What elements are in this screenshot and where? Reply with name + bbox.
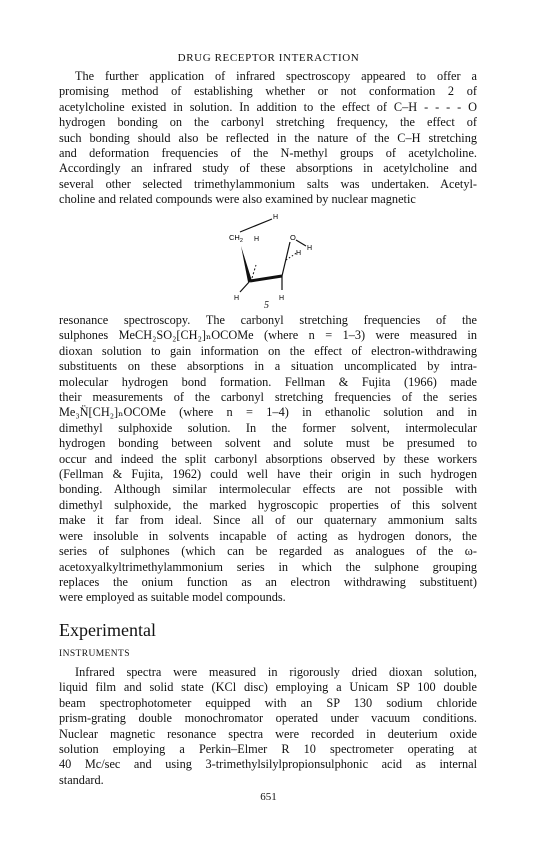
text-line: sulphones MeCH₂SO₂[CH₂]ₙOCOMe (where n = 1–3) were measured in bbox=[59, 328, 477, 343]
text-line: Infrared spectra were measured in rigorously dried dioxan solution, bbox=[75, 665, 477, 679]
text-line: solution employing a Perkin–Elmer R 10 spectrometer operating at bbox=[59, 742, 477, 757]
text-line: (Fellman & Fujita, 1962) could well have their origin in such hydrogen bbox=[59, 467, 477, 482]
text-line: Accordingly an infrared study of these absorptions in acetylcholine and bbox=[59, 161, 477, 176]
bond-o-h bbox=[296, 240, 306, 246]
text-line: promising method of establishing whether or not conformation 2 of bbox=[59, 84, 477, 99]
text-line: series of sulphones (which can be regarded as analogues of the ω- bbox=[59, 544, 477, 559]
text-line: Me₃N̈[CH₂]ₙOCOMe (where n = 1–4) in ethanolic solution and in bbox=[59, 405, 477, 420]
text-line: choline and related compounds were also examined by nuclear magnetic bbox=[59, 192, 416, 207]
paragraph-spectroscopy bbox=[59, 313, 477, 606]
text-line: standard. bbox=[59, 772, 104, 787]
text-line: acetoxyalkyltrimethylammonium series in which the sulphone grouping bbox=[59, 559, 477, 574]
bond-dash-h bbox=[252, 265, 256, 278]
label-h-o: H bbox=[307, 245, 313, 252]
text-line: were insoluble in solvents incapable of acting as hydrogen donors, the bbox=[59, 528, 477, 543]
bond-c-c bbox=[250, 276, 282, 281]
text-line: resonance spectroscopy. The carbonyl stretching frequencies of the bbox=[59, 313, 477, 327]
text-line: such bonding should also be reflected in the nature of the C–H stretching bbox=[59, 130, 477, 145]
text-line: bonding. Although similar intermolecular effects are not possible with bbox=[59, 482, 477, 497]
text-line: make it far from ideal. Since all of our quaternary ammonium salts bbox=[59, 513, 477, 528]
text-line: hydrogen bonding between solvent and solute must be presumed to bbox=[59, 436, 477, 451]
running-head: DRUG RECEPTOR INTERACTION bbox=[177, 52, 360, 64]
text-line: acetylcholine existed in solution. In addition to the effect of C–H - - - - O bbox=[59, 99, 477, 114]
text-line: liquid film and solid state (KCl disc) employing a Unicam SP 100 double bbox=[59, 680, 477, 695]
figure-number: 5 bbox=[264, 300, 269, 311]
paragraph-intro bbox=[59, 69, 477, 208]
text-line: replaces the onium function as an electron withdrawing substituent) bbox=[59, 574, 477, 589]
label-h-dash: H bbox=[296, 250, 302, 257]
label-h-bottom-right: H bbox=[279, 295, 285, 300]
text-line: beam spectrophotometer equipped with an SP 130 sodium chloride bbox=[59, 695, 477, 710]
conformation-structure-figure bbox=[210, 210, 330, 300]
label-h-top: H bbox=[273, 214, 279, 221]
paragraph-instruments bbox=[59, 665, 477, 788]
text-line: their measurements of the carbonyl stretching frequencies of the series bbox=[59, 390, 477, 405]
text-line: dimethyl sulphoxide, the marked hygroscopic properties of this solvent bbox=[59, 497, 477, 512]
label-ch2: $CH_2$ bbox=[229, 233, 243, 244]
bond-c-o bbox=[282, 242, 290, 276]
text-line: prism-grating double monochromator operated under vacuum conditions. bbox=[59, 711, 477, 726]
text-line: were employed as suitable model compounds. bbox=[59, 590, 286, 605]
text-line: The further application of infrared spectroscopy appeared to offer a bbox=[75, 69, 477, 83]
text-line: and deformation frequencies of the N-methyl groups of acetylcholine. bbox=[59, 146, 477, 161]
subsection-heading: INSTRUMENTS bbox=[59, 649, 130, 659]
text-line: several other selected trimethylammonium salts was undertaken. Acetyl- bbox=[59, 176, 477, 191]
section-title: Experimental bbox=[59, 620, 156, 640]
text-line: 40 Mc/sec and using 3-trimethylsilylpropionsulphonic acid as internal bbox=[59, 757, 477, 772]
page-number: 651 bbox=[260, 791, 277, 803]
bond-h-bl bbox=[240, 281, 250, 292]
text-line: hydrogen bonding on the carbonyl stretching frequency, the effect of bbox=[59, 115, 477, 130]
label-h-bottom-left: H bbox=[234, 295, 240, 300]
text-line: Nuclear magnetic resonance spectra were recorded in deuterium oxide bbox=[59, 726, 477, 741]
text-line: dioxan solution to gain information on the effect of electron-withdrawing bbox=[59, 343, 477, 358]
label-o: O bbox=[290, 233, 296, 242]
bond-top bbox=[240, 219, 272, 232]
label-h-mid: H bbox=[254, 236, 260, 243]
text-line: molecular hydrogen bond formation. Fellman & Fujita (1966) made bbox=[59, 374, 477, 389]
text-line: substituents on these absorptions in a situation uncomplicated by intra- bbox=[59, 359, 477, 374]
text-line: occur and indeed the split carbonyl absorptions observed by these workers bbox=[59, 451, 477, 466]
text-line: dimethyl sulphoxide solution. In the former solvent, intermolecular bbox=[59, 420, 477, 435]
bond-wedge-left bbox=[241, 246, 252, 282]
